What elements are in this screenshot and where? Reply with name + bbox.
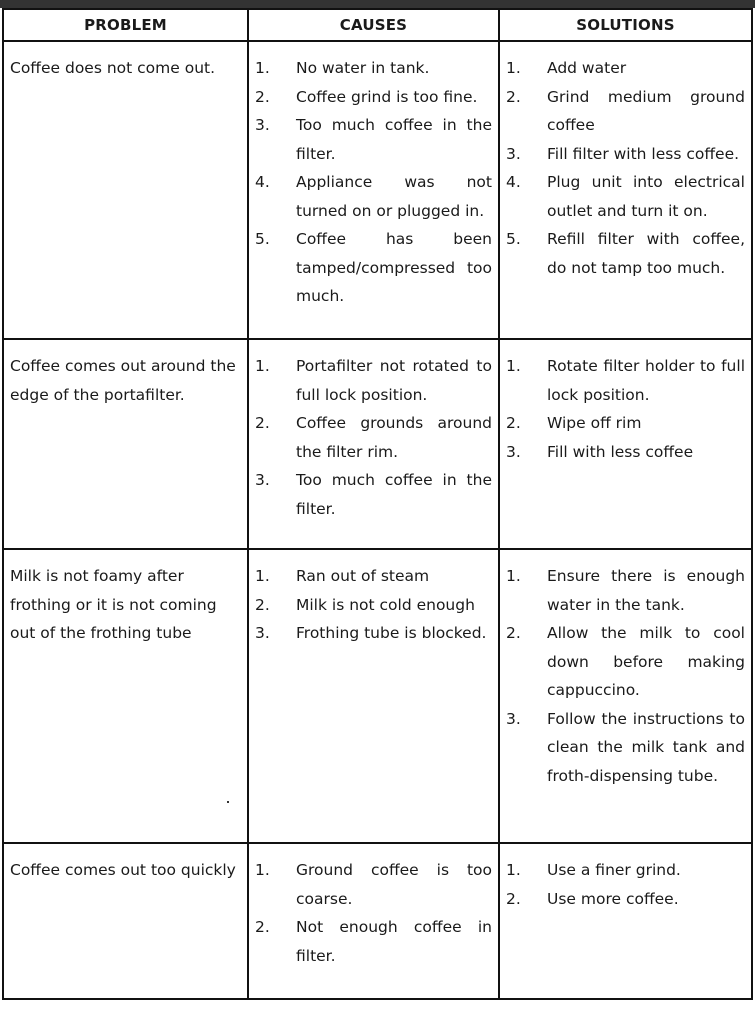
item-number: 2. <box>255 414 270 432</box>
list-item <box>253 619 492 648</box>
item-text: Fill with less coffee <box>547 442 694 461</box>
problem-cell <box>3 549 248 843</box>
item-number: 3. <box>255 471 270 489</box>
item-text: Frothing tube is blocked. <box>296 624 487 642</box>
item-text: Plug unit into electrical outlet and turn it on. <box>547 173 745 220</box>
list-item <box>504 54 745 83</box>
item-number: 2. <box>255 87 270 106</box>
item-text: Coffee has been tamped/compressed too much. <box>296 230 492 305</box>
list-item <box>504 352 745 409</box>
item-number: 1. <box>506 357 521 375</box>
item-number: 1. <box>506 567 521 585</box>
solutions-cell <box>499 549 752 843</box>
table-row <box>3 843 752 999</box>
item-text: Follow the instructions to clean the milk tank and froth-dispensing tube. <box>547 709 745 785</box>
header-row <box>3 9 752 41</box>
problem-text: Milk is not foamy after frothing or it is not coming out of the frothing tube <box>10 567 217 642</box>
causes-cell <box>248 41 499 339</box>
item-number: 3. <box>506 709 521 728</box>
item-number: 3. <box>255 116 270 134</box>
item-text: Ensure there is enough water in the tank. <box>547 567 745 614</box>
item-text: Too much coffee in the filter. <box>296 116 492 163</box>
solutions-list <box>500 550 751 790</box>
item-number: 1. <box>255 357 270 375</box>
causes-cell <box>248 843 499 999</box>
stray-dot-mark <box>227 801 229 803</box>
list-item <box>504 225 745 282</box>
list-item <box>253 856 492 913</box>
item-number: 1. <box>255 861 270 879</box>
item-text: Rotate filter holder to full lock position. <box>547 357 745 404</box>
causes-list <box>249 340 498 523</box>
solutions-cell <box>499 843 752 999</box>
item-text: Ground coffee is too coarse. <box>296 861 492 908</box>
top-bar <box>0 0 755 8</box>
item-text: Too much coffee in the filter. <box>296 471 492 518</box>
item-text: Use a finer grind. <box>547 861 681 879</box>
solutions-list <box>500 844 751 913</box>
list-item <box>504 619 745 705</box>
item-text: Allow the milk to cool down before making cappuccino. <box>547 624 745 699</box>
list-item <box>253 111 492 168</box>
list-item <box>253 591 492 620</box>
list-item <box>504 562 745 619</box>
item-number: 4. <box>255 173 270 191</box>
problem-text: Coffee does not come out. <box>10 59 216 77</box>
solutions-cell <box>499 41 752 339</box>
item-number: 3. <box>506 144 521 163</box>
item-text: No water in tank. <box>296 59 430 77</box>
item-text: Milk is not cold enough <box>296 595 475 614</box>
table-row <box>3 339 752 549</box>
problem-text: Coffee comes out around the edge of the portafilter. <box>10 357 236 404</box>
list-item <box>253 352 492 409</box>
problem-text: Coffee comes out too quickly <box>10 861 236 879</box>
item-text: Grind medium ground coffee <box>547 87 745 134</box>
item-text: Fill filter with less coffee. <box>547 144 740 163</box>
list-item <box>504 438 745 467</box>
item-number: 5. <box>255 230 270 248</box>
table-row <box>3 549 752 843</box>
item-number: 2. <box>255 595 270 614</box>
item-text: Appliance was not turned on or plugged in. <box>296 173 492 220</box>
item-number: 1. <box>506 861 521 879</box>
list-item <box>504 856 745 885</box>
list-item <box>253 562 492 591</box>
causes-cell <box>248 339 499 549</box>
list-item <box>504 409 745 438</box>
list-item <box>253 168 492 225</box>
item-number: 2. <box>506 414 521 432</box>
header-problem: PROBLEM <box>3 9 248 41</box>
item-text: Ran out of steam <box>296 567 430 585</box>
item-text: Add water <box>547 59 627 77</box>
solutions-list <box>500 340 751 466</box>
item-number: 1. <box>506 59 521 77</box>
list-item <box>253 225 492 311</box>
list-item <box>253 54 492 83</box>
item-text: Not enough coffee in filter. <box>296 918 492 965</box>
causes-list <box>249 42 498 311</box>
list-item <box>504 705 745 791</box>
table-row <box>3 41 752 339</box>
item-text: Wipe off rim <box>547 414 642 432</box>
item-number: 2. <box>255 918 270 936</box>
item-number: 3. <box>506 442 521 461</box>
header-solutions: SOLUTIONS <box>499 9 752 41</box>
header-causes: CAUSES <box>248 9 499 41</box>
item-number: 1. <box>255 59 270 77</box>
problem-cell <box>3 339 248 549</box>
item-text: Coffee grounds around the filter rim. <box>296 414 492 461</box>
list-item <box>504 168 745 225</box>
problem-cell <box>3 41 248 339</box>
list-item <box>253 466 492 523</box>
item-number: 2. <box>506 624 521 642</box>
problem-cell <box>3 843 248 999</box>
item-text: Use more coffee. <box>547 889 679 908</box>
item-text: Portafilter not rotated to full lock position. <box>296 357 492 404</box>
item-text: Refill filter with coffee, do not tamp too much. <box>547 230 745 277</box>
list-item <box>504 885 745 914</box>
troubleshooting-table <box>2 8 753 1000</box>
solutions-list <box>500 42 751 282</box>
item-number: 2. <box>506 889 521 908</box>
item-number: 3. <box>255 624 270 642</box>
list-item <box>504 83 745 140</box>
solutions-cell <box>499 339 752 549</box>
list-item <box>253 83 492 112</box>
list-item <box>253 913 492 970</box>
causes-cell <box>248 549 499 843</box>
list-item <box>253 409 492 466</box>
item-number: 5. <box>506 230 521 248</box>
item-number: 4. <box>506 173 521 191</box>
item-text: Coffee grind is too fine. <box>296 87 478 106</box>
list-item <box>504 140 745 169</box>
item-number: 2. <box>506 87 521 106</box>
item-number: 1. <box>255 567 270 585</box>
causes-list <box>249 844 498 970</box>
causes-list <box>249 550 498 648</box>
